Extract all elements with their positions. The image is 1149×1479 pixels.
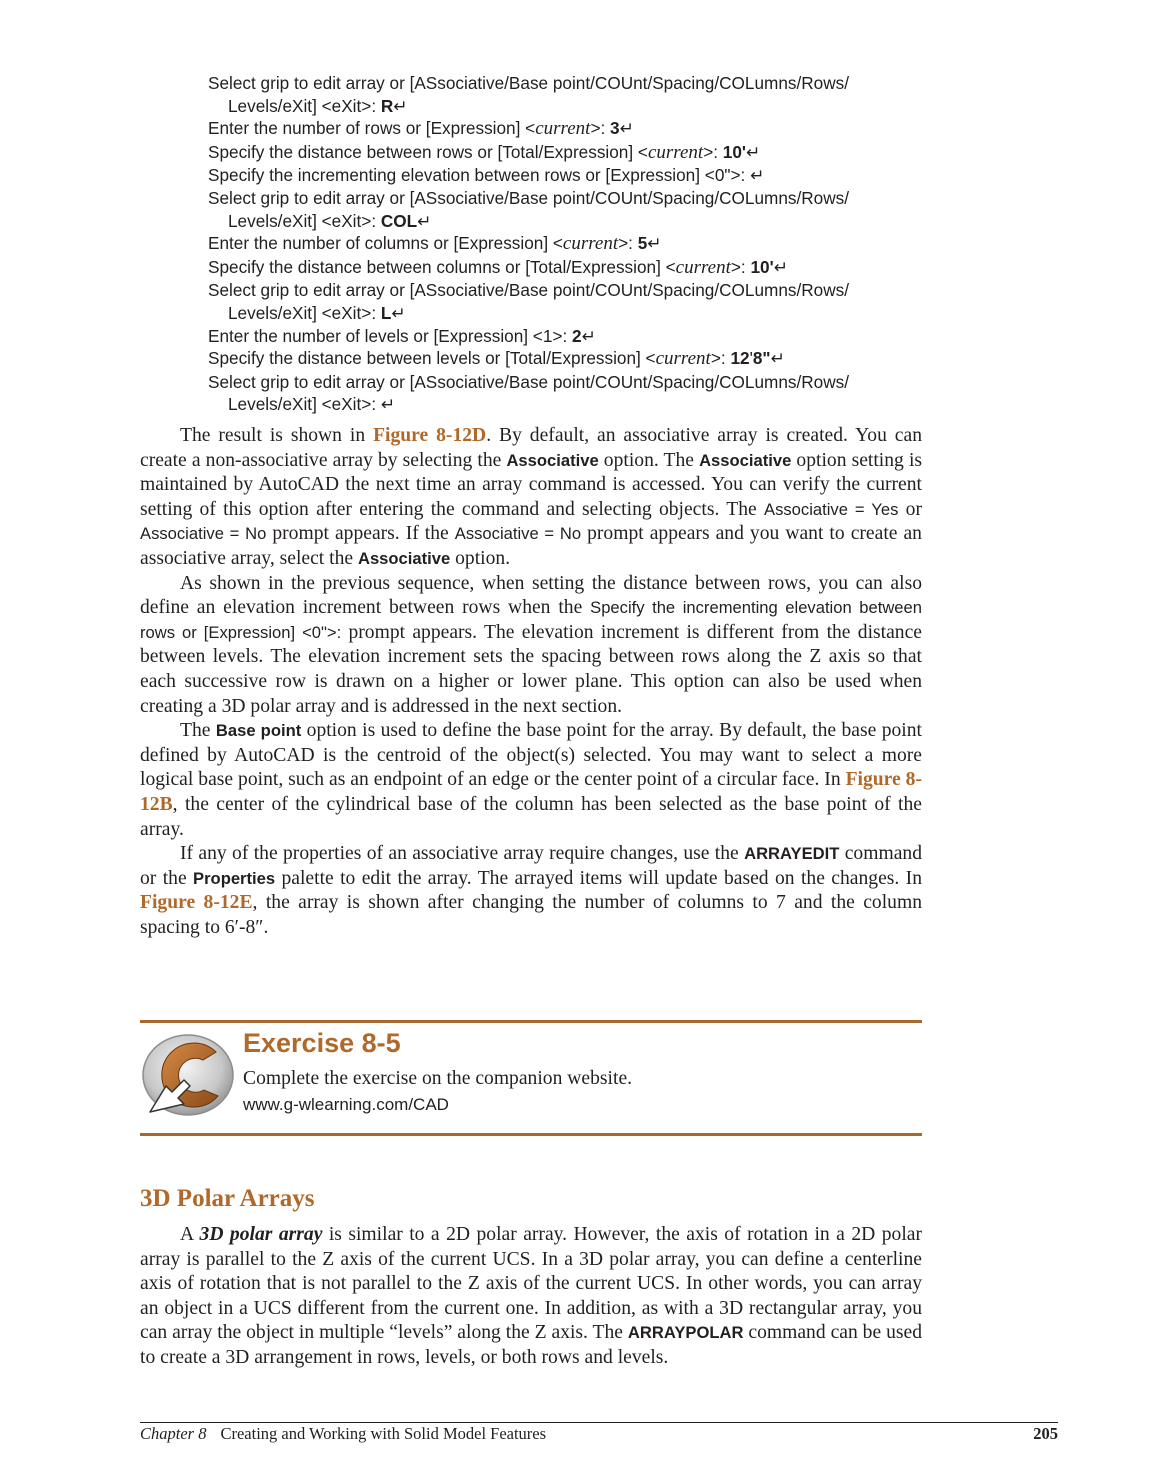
- enter-key-icon: ↵: [581, 325, 596, 346]
- paragraph-polar-array: A 3D polar array is similar to a 2D polar array. However, the axis of rotation in a 2D polar array is parallel to the Z axis of the current UCS. In a 3D polar array, you can define a centerline axis of rotation that is not parallel to the Z axis of the current UCS. In other words, you can array an object in a UCS different from the current one. In addition, as with a 3D rectangular array, you can array the object in multiple “levels” along the Z axis. The ARRAYPOLAR command can be used to create a 3D arrangement in rows, levels, or both rows and levels.: [140, 1224, 923, 1368]
- command-line: Enter the number of columns or [Expression] <current>: 5↵: [208, 233, 662, 255]
- enter-key-icon: ↵: [746, 141, 761, 162]
- command-line: Select grip to edit array or [ASsociative/Base point/COUnt/Spacing/COLumns/Rows/: [208, 371, 849, 392]
- command-line: Specify the distance between columns or [Total/Expression] <current>: 10'↵: [208, 256, 789, 278]
- command-line: Select grip to edit array or [ASsociative/Base point/COUnt/Spacing/COLumns/Rows/: [208, 73, 849, 93]
- companion-website-c-icon: [138, 1030, 238, 1120]
- command-line: Specify the distance between levels or [Total/Expression] <current>: 12'8"↵: [208, 348, 785, 370]
- exercise-bottom-rule: [140, 1133, 922, 1136]
- page-number: 205: [1033, 1424, 1058, 1443]
- paragraph-base-point: The Base point option is used to define the base point for the array. By default, the base point defined by AutoCAD is the centroid of the object(s) selected. You may want to select a more logical base point, such as an endpoint of an edge or the center point of a circular face. In Figure 8-12B, the center of the cylindrical base of the column has been selected as the base point of the array.: [140, 720, 922, 840]
- command-line: Specify the distance between rows or [Total/Expression] <current>: 10'↵: [208, 141, 761, 163]
- enter-key-icon: ↵: [770, 348, 785, 369]
- paragraph-result: The result is shown in Figure 8-12D. By default, an associative array is created. You can create a non-associative array by selecting the Associative option. The Associative option setting is maintained by AutoCAD the next time an array command is accessed. You can verify the current setting of this option after entering the command and selecting objects. The Associative = Yes or Associative = No prompt appears. If the Associative = No prompt appears and you want to create an associative array, select the Associative option.: [140, 425, 923, 569]
- figure-link[interactable]: Figure 8-12E: [140, 892, 253, 914]
- enter-key-icon: ↵: [619, 118, 634, 139]
- exercise-description: Complete the exercise on the companion website.: [243, 1068, 633, 1089]
- exercise-top-rule: [140, 1020, 922, 1023]
- figure-link[interactable]: Figure 8-12D: [373, 425, 487, 446]
- command-line: Levels/eXit] <eXit>: COL↵: [228, 210, 432, 231]
- command-line: Levels/eXit] <eXit>: R↵: [228, 95, 408, 116]
- figure-link[interactable]: Figure 8-12B: [140, 769, 922, 815]
- enter-key-icon: ↵: [393, 95, 408, 116]
- command-line: Specify the incrementing elevation between rows or [Expression] <0">: ↵: [208, 165, 765, 186]
- section-body: [140, 1223, 922, 1371]
- command-line: Enter the number of levels or [Expression] <1>: 2↵: [208, 325, 596, 346]
- command-line: Select grip to edit array or [ASsociative/Base point/COUnt/Spacing/COLumns/Rows/: [208, 280, 849, 301]
- enter-key-icon: ↵: [773, 256, 789, 277]
- footer-running-head: Chapter 8 Creating and Working with Solid Model Features: [140, 1424, 547, 1443]
- paragraph-arrayedit: If any of the properties of an associative array require changes, use the ARRAYEDIT command or the Properties palette to edit the array. The arrayed items will update based on the changes. In Figure 8-12E, the array is shown after changing the number of columns to 7 and the column spacing to 6′-8″.: [140, 843, 922, 938]
- exercise-title: Exercise 8-5: [243, 1028, 401, 1058]
- command-line: Select grip to edit array or [ASsociative/Base point/COUnt/Spacing/COLumns/Rows/: [208, 187, 849, 208]
- enter-key-icon: ↵: [417, 210, 432, 231]
- body-text: [140, 424, 922, 940]
- section-heading: 3D Polar Arrays: [140, 1185, 315, 1212]
- command-line: Enter the number of rows or [Expression] <current>: 3↵: [208, 118, 634, 140]
- enter-key-icon: ↵: [750, 165, 765, 186]
- footer-rule: [140, 1422, 1058, 1423]
- command-line: Levels/eXit] <eXit>: L↵: [228, 302, 406, 323]
- enter-key-icon: ↵: [391, 302, 406, 323]
- command-line: Levels/eXit] <eXit>: ↵: [228, 394, 396, 415]
- command-sequence: [208, 72, 928, 416]
- paragraph-elevation: As shown in the previous sequence, when setting the distance between rows, you can also define an elevation increment between rows when the Specify the incrementing elevation between rows or [Expression] <0">: prompt appears. The elevation increment is different from the distance between levels. The elevation increment sets the spacing between rows along the Z axis so that each successive row is drawn on a higher or lower plane. This option can also be used when creating a 3D polar array and is addressed in the next section.: [140, 572, 922, 717]
- exercise-url[interactable]: www.g-wlearning.com/CAD: [243, 1095, 449, 1114]
- enter-key-icon: ↵: [647, 233, 662, 254]
- enter-key-icon: ↵: [380, 394, 396, 415]
